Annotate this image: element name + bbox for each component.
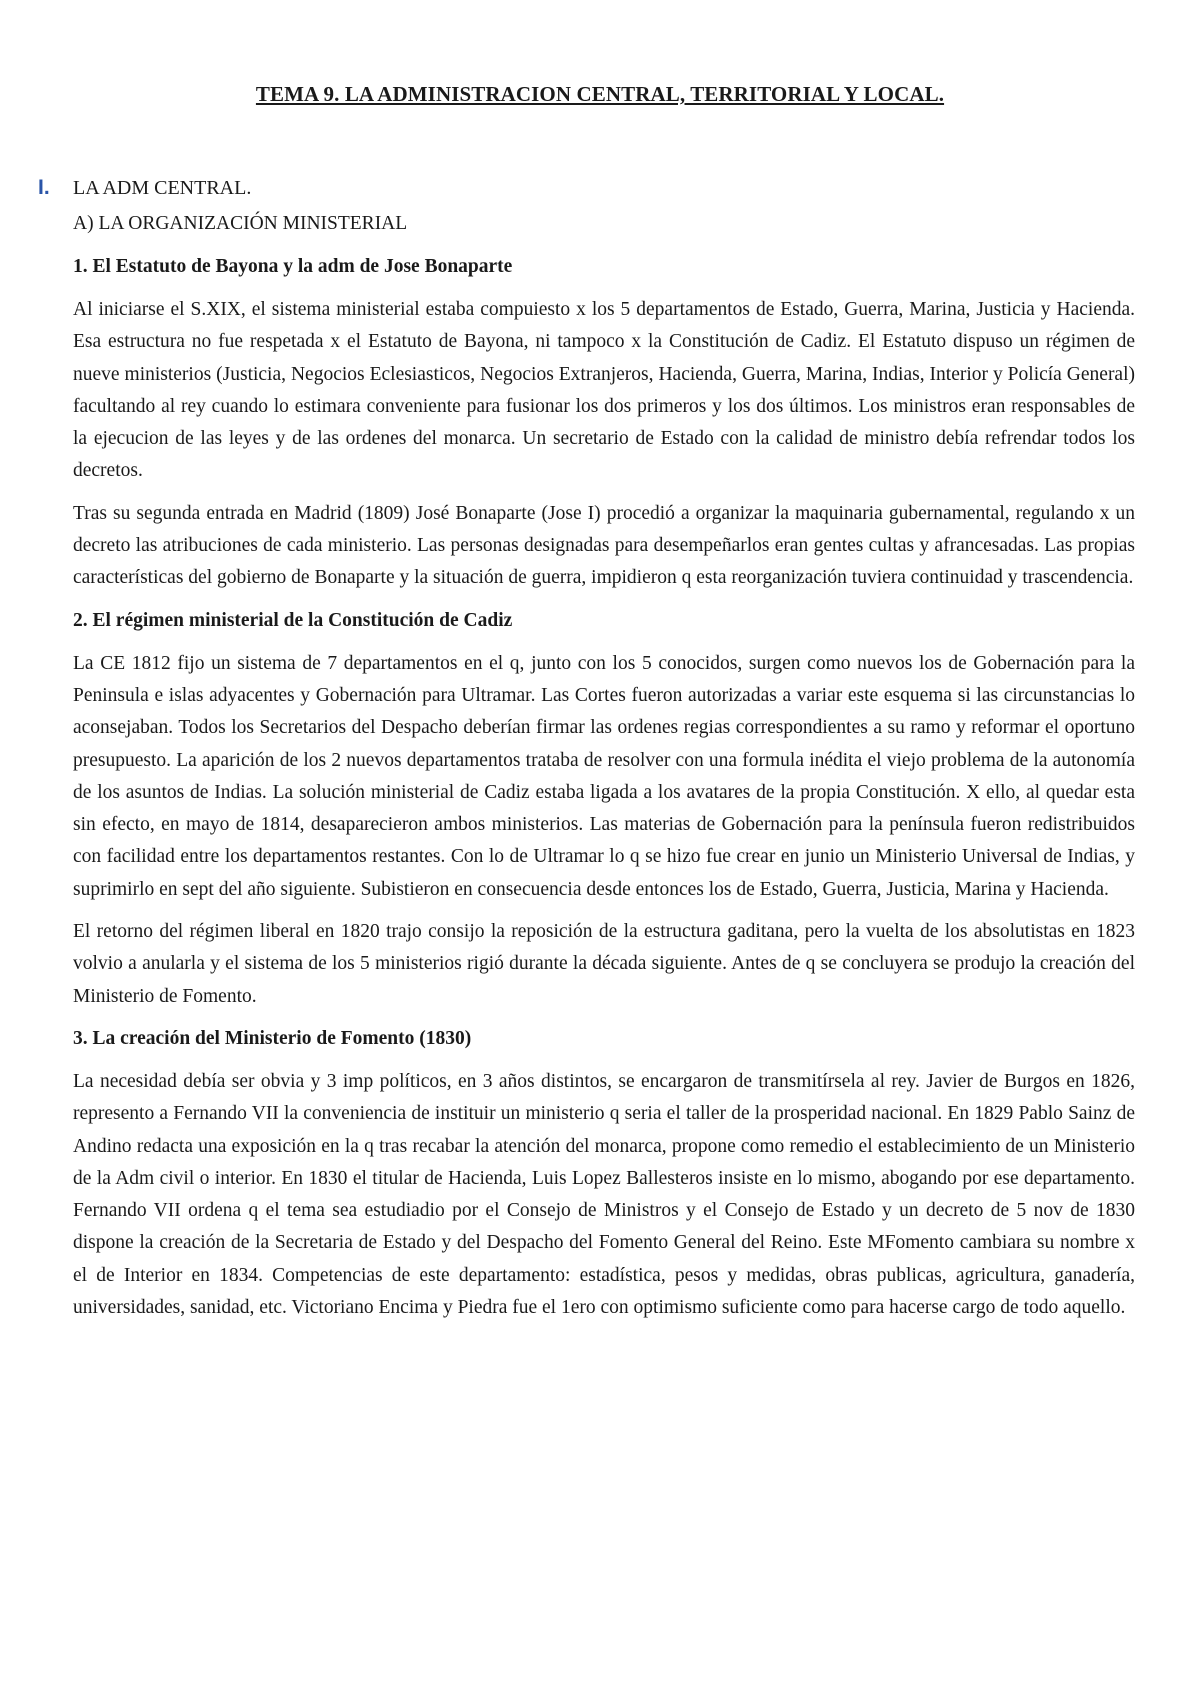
part-1-heading: 1. El Estatuto de Bayona y la adm de Jose Bonaparte xyxy=(73,256,513,277)
section-title: LA ADM CENTRAL. xyxy=(73,177,252,199)
part-1-paragraph-1: Al iniciarse el S.XIX, el sistema ministerial estaba compuiesto x los 5 departamentos de Estado, Guerra, Marina, Justicia y Hacienda. Esa estructura no fue respetada x el Estatuto de Bayona, ni tampoco x la Constitución de Cadiz. El Estatuto dispuso un régimen de nueve ministerios (Justicia, Negocios Eclesiasticos, Negocios Extranjeros, Hacienda, Guerra, Marina, Indias, Interior y Policía General) facultando al rey cuando lo estimara conveniente para fusionar los dos primeros y los dos últimos. Los ministros eran responsables de la ejecucion de las leyes y de las ordenes del monarca. Un secretario de Estado con la calidad de ministro debía refrendar todos los decretos. xyxy=(73,299,1135,482)
part-2-paragraph-2: El retorno del régimen liberal en 1820 trajo consijo la reposición de la estructura gaditana, pero la vuelta de los absolutistas en 1823 volvio a anularla y el sistema de los 5 ministerios rigió durante la década siguiente. Antes de q se concluyera se produjo la creación del Ministerio de Fomento. xyxy=(73,921,1135,1007)
document-title: TEMA 9. LA ADMINISTRACION CENTRAL, TERRITORIAL Y LOCAL. xyxy=(255,82,945,106)
section-heading xyxy=(38,176,251,200)
part-1-paragraph-2: Tras su segunda entrada en Madrid (1809) José Bonaparte (Jose I) procedió a organizar la maquinaria gubernamental, regulando x un decreto las atribuciones de cada ministerio. Las personas designadas para desempeñarlos eran gentes cultas y afrancesadas. Las propias características del gobierno de Bonaparte y la situación de guerra, impidieron q esta reorganización tuviera continuidad y trascendencia. xyxy=(73,502,1135,589)
document-body xyxy=(73,208,1135,1334)
section-number: I. xyxy=(38,176,50,199)
subsection-title: A) LA ORGANIZACIÓN MINISTERIAL xyxy=(73,213,408,234)
part-2-heading: 2. El régimen ministerial de la Constitución de Cadiz xyxy=(73,609,513,631)
part-3-paragraph-1: La necesidad debía ser obvia y 3 imp políticos, en 3 años distintos, se encargaron de transmitírsela al rey. Javier de Burgos en 1826, represento a Fernando VII la conveniencia de instituir un ministerio q seria el taller de la prosperidad nacional. En 1829 Pablo Sainz de Andino redacta una exposición en la q tras recabar la atención del monarca, propone como remedio el establecimiento de un Ministerio de la Adm civil o interior. En 1830 el titular de Hacienda, Luis Lopez Ballesteros insiste en lo mismo, abogando por ese departamento. Fernando VII ordena q el tema sea estudiadio por el Consejo de Ministros y el Consejo de Estado y un decreto de 5 nov de 1830 dispone la creación de la Secretaria de Estado y del Despacho del Fomento General del Reino. Este MFomento cambiara su nombre x el de Interior en 1834. Competencias de este departamento: estadística, pesos y medidas, obras publicas, agricultura, ganadería, universidades, sanidad, etc. Victoriano Encima y Piedra fue el 1ero con optimismo suficiente como para hacerse cargo de todo aquello. xyxy=(73,1070,1135,1319)
part-3-heading: 3. La creación del Ministerio de Fomento (1830) xyxy=(73,1027,472,1049)
part-2-paragraph-1: La CE 1812 fijo un sistema de 7 departamentos en el q, junto con los 5 conocidos, surgen como nuevos los de Gobernación para la Peninsula e islas adyacentes y Gobernación para Ultramar. Las Cortes fueron autorizadas a variar este esquema si las circunstancias lo aconsejaban. Todos los Secretarios del Despacho deberían firmar las ordenes regias correspondientes a su ramo y reformar el oportuno presupuesto. La aparición de los 2 nuevos departamentos trataba de resolver con una formula inédita el viejo problema de la autonomía de los asuntos de Indias. La solución ministerial de Cadiz estaba ligada a los avatares de la propia Constitución. X ello, al quedar esta sin efecto, en mayo de 1814, desaparecieron ambos ministerios. Las materias de Gobernación para la península fueron redistribuidos con facilidad entre los departamentos restantes. Con lo de Ultramar lo q se hizo fue crear en junio un Ministerio Universal de Indias, y suprimirlo en sept del año siguiente. Subistieron en consecuencia desde entonces los de Estado, Guerra, Justicia, Marina y Hacienda. xyxy=(73,652,1135,900)
